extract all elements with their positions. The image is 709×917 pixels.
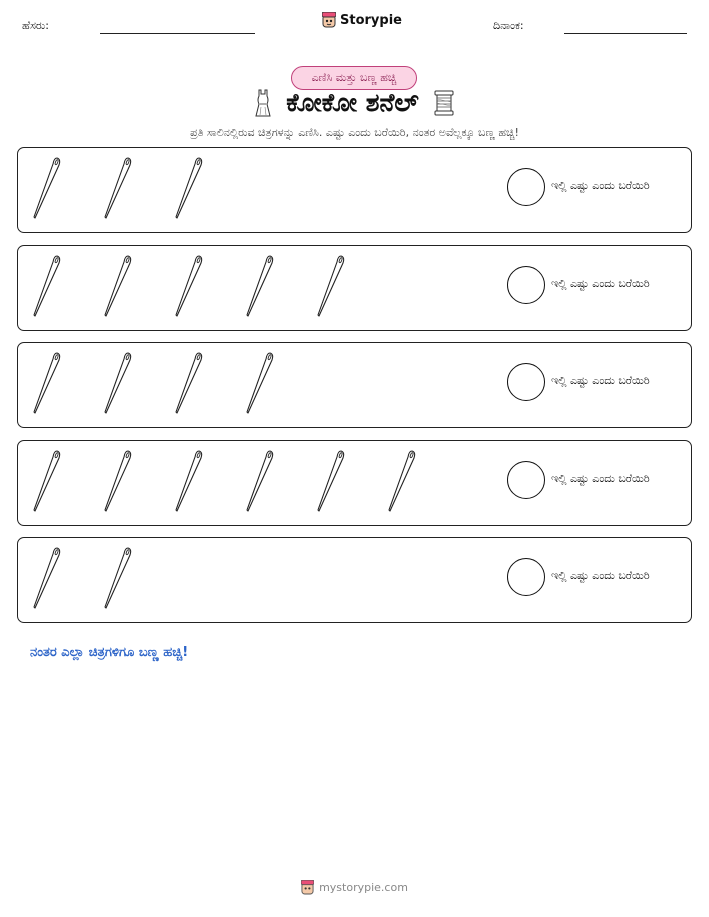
sewing-needle-icon	[312, 254, 348, 318]
sewing-needle-icon	[28, 351, 64, 415]
date-label: ದಿನಾಂಕ:	[493, 19, 524, 32]
sewing-needle-icon	[99, 351, 135, 415]
footer-note: ನಂತರ ಎಲ್ಲಾ ಚಿತ್ರಗಳಿಗೂ ಬಣ್ಣ ಹಚ್ಚಿ!	[30, 645, 189, 660]
sewing-needle-icon	[99, 449, 135, 513]
counting-row	[17, 147, 692, 233]
sewing-needle-icon	[241, 254, 277, 318]
sewing-needle-icon	[99, 254, 135, 318]
answer-circle[interactable]	[507, 363, 545, 401]
title-row	[0, 88, 709, 118]
activity-badge	[291, 66, 417, 90]
sewing-needle-icon	[383, 449, 419, 513]
site-footer	[0, 880, 709, 895]
needle-group	[28, 351, 277, 415]
sewing-needle-icon	[170, 254, 206, 318]
sewing-needle-icon	[241, 449, 277, 513]
sewing-needle-icon	[28, 156, 64, 220]
counting-row	[17, 537, 692, 623]
name-label: ಹೆಸರು:	[22, 19, 49, 32]
counting-row	[17, 245, 692, 331]
date-write-line[interactable]	[564, 33, 687, 34]
storypie-mascot-icon	[301, 880, 314, 895]
thread-spool-icon	[433, 90, 455, 116]
brand-name: Storypie	[340, 12, 402, 28]
answer-circle[interactable]	[507, 461, 545, 499]
sewing-needle-icon	[28, 254, 64, 318]
needle-group	[28, 254, 348, 318]
sewing-needle-icon	[28, 546, 64, 610]
answer-circle[interactable]	[507, 558, 545, 596]
answer-circle[interactable]	[507, 168, 545, 206]
sewing-needle-icon	[99, 156, 135, 220]
needle-group	[28, 546, 135, 610]
write-prompt: ಇಲ್ಲಿ ಎಷ್ಟು ಎಂದು ಬರೆಯಿರಿ	[551, 277, 650, 290]
storypie-logo	[322, 12, 402, 28]
sewing-needle-icon	[99, 546, 135, 610]
write-prompt: ಇಲ್ಲಿ ಎಷ್ಟು ಎಂದು ಬರೆಯಿರಿ	[551, 179, 650, 192]
sewing-needle-icon	[241, 351, 277, 415]
write-prompt: ಇಲ್ಲಿ ಎಷ್ಟು ಎಂದು ಬರೆಯಿರಿ	[551, 374, 650, 387]
activity-badge-text: ಎಣಿಸಿ ಮತ್ತು ಬಣ್ಣ ಹಚ್ಚಿ	[311, 71, 397, 84]
sewing-needle-icon	[170, 449, 206, 513]
name-write-line[interactable]	[100, 33, 255, 34]
write-prompt: ಇಲ್ಲಿ ಎಷ್ಟು ಎಂದು ಬರೆಯಿರಿ	[551, 569, 650, 582]
sewing-needle-icon	[170, 351, 206, 415]
needle-group	[28, 156, 206, 220]
counting-row	[17, 440, 692, 526]
counting-row	[17, 342, 692, 428]
sewing-needle-icon	[28, 449, 64, 513]
instructions: ಪ್ರತಿ ಸಾಲಿನಲ್ಲಿರುವ ಚಿತ್ರಗಳನ್ನು ಎಣಿಸಿ. ಎಷ್ಟು ಎಂದು ಬರೆಯಿರಿ, ನಂತರ ಅವೆಲ್ಲಕ್ಕೂ ಬಣ್ಣ ಹಚ್ಚಿ!	[190, 126, 519, 139]
needle-group	[28, 449, 419, 513]
footer-site-link[interactable]: mystorypie.com	[319, 881, 408, 894]
dress-icon	[254, 88, 272, 118]
storypie-mascot-icon	[322, 12, 336, 28]
answer-circle[interactable]	[507, 266, 545, 304]
sewing-needle-icon	[312, 449, 348, 513]
page-title: ಕೋಕೋ ಶನೆಲ್	[286, 88, 419, 117]
write-prompt: ಇಲ್ಲಿ ಎಷ್ಟು ಎಂದು ಬರೆಯಿರಿ	[551, 472, 650, 485]
sewing-needle-icon	[170, 156, 206, 220]
